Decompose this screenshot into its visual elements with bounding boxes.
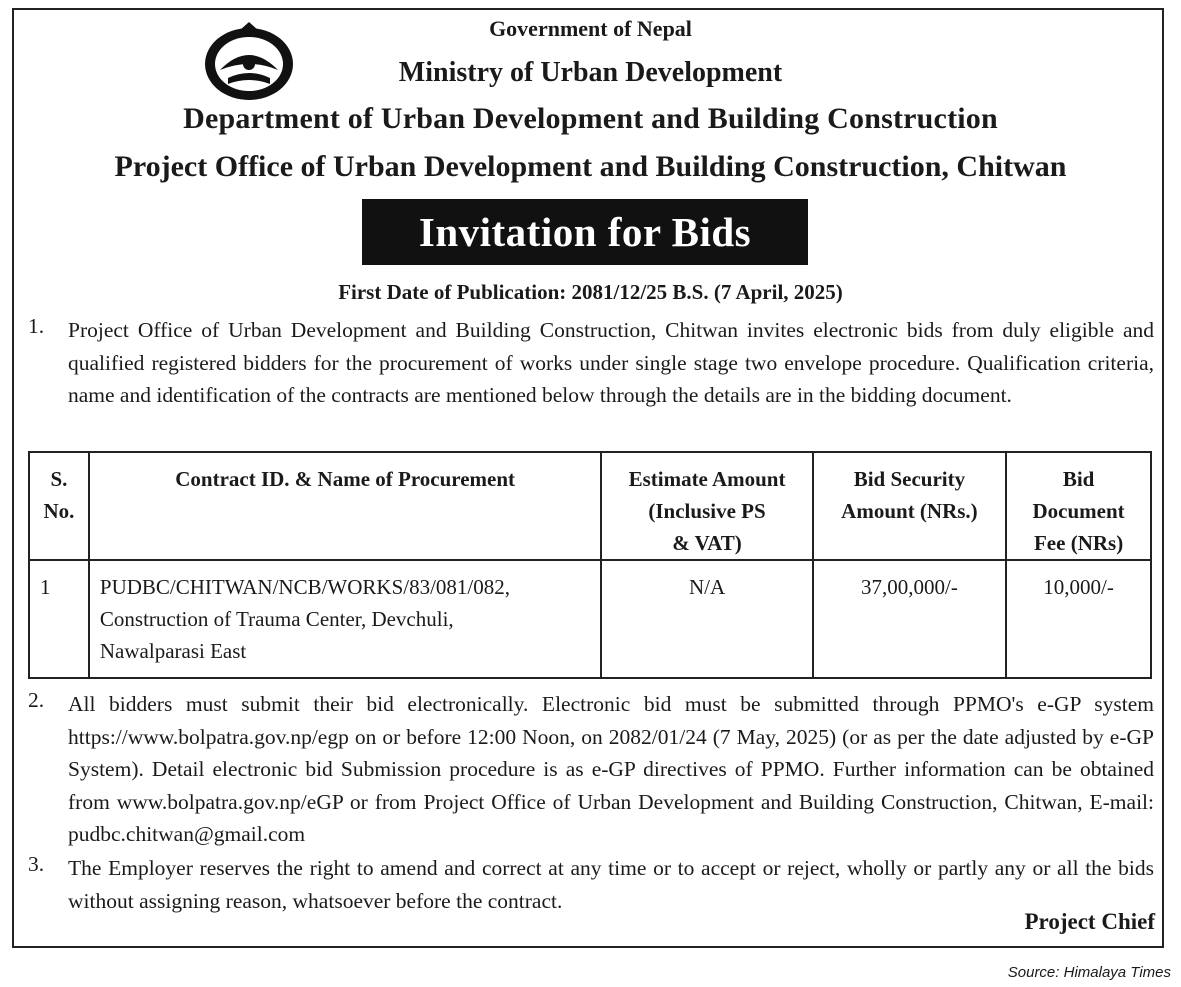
header-contract: Contract ID. & Name of Procurement	[89, 452, 601, 560]
paragraph-1: Project Office of Urban Development and Building Construction, Chitwan invites electronic bids from duly eligible and qualified registered bidders for the procurement of works under single stage two envelope procedure. Qualification criteria, name and identification of the contracts are mentioned below through the details are in the bidding document.	[68, 318, 1154, 407]
notice-title: Invitation for Bids	[362, 199, 808, 265]
ministry-heading: Ministry of Urban Development	[398, 57, 783, 88]
office-heading: Project Office of Urban Development and Building Construction, Chitwan	[114, 150, 1067, 183]
header-sno: S. No.	[29, 452, 89, 560]
cell-bid-security: 37,00,000/-	[813, 560, 1007, 678]
cell-contract: PUDBC/CHITWAN/NCB/WORKS/83/081/082, Construction of Trauma Center, Devchuli, Nawalparasi East	[89, 560, 601, 678]
table-row	[29, 560, 1151, 678]
cell-sno: 1	[29, 560, 89, 678]
cell-estimate: N/A	[601, 560, 812, 678]
paragraph-3: The Employer reserves the right to amend and correct at any time or to accept or reject, wholly or partly any or all the bids without assigning reason, whatsoever before the contract.	[68, 856, 1154, 913]
paragraph-number: 1.	[28, 314, 45, 338]
header-document-fee: Bid Document Fee (NRs)	[1006, 452, 1151, 560]
paragraph-number: 3.	[28, 852, 45, 876]
department-heading: Department of Urban Development and Building Construction	[183, 102, 998, 135]
bids-table	[28, 451, 1152, 679]
publication-date: First Date of Publication: 2081/12/25 B.S. (7 April, 2025)	[338, 280, 843, 304]
signoff: Project Chief	[1024, 909, 1155, 934]
paragraph-number: 2.	[28, 688, 45, 712]
government-heading: Government of Nepal	[489, 16, 692, 41]
source-credit: Source: Himalaya Times	[1007, 964, 1171, 981]
header-bid-security: Bid Security Amount (NRs.)	[813, 452, 1007, 560]
paragraph-2: All bidders must submit their bid electronically. Electronic bid must be submitted through PPMO's e-GP system https://www.bolpatra.gov.np/egp on or before 12:00 Noon, on 2082/01/24 (7 May, 2025) (or as per the date adjusted by e-GP System). Detail electronic bid Submission procedure is as e-GP directives of PPMO. Further information can be obtained from www.bolpatra.gov.np/eGP or from Project Office of Urban Development and Building Construction, Chitwan, E-mail: pudbc.chitwan@gmail.com	[68, 692, 1154, 846]
cell-document-fee: 10,000/-	[1006, 560, 1151, 678]
table-header-row	[29, 452, 1151, 560]
header-estimate: Estimate Amount (Inclusive PS & VAT)	[601, 452, 812, 560]
